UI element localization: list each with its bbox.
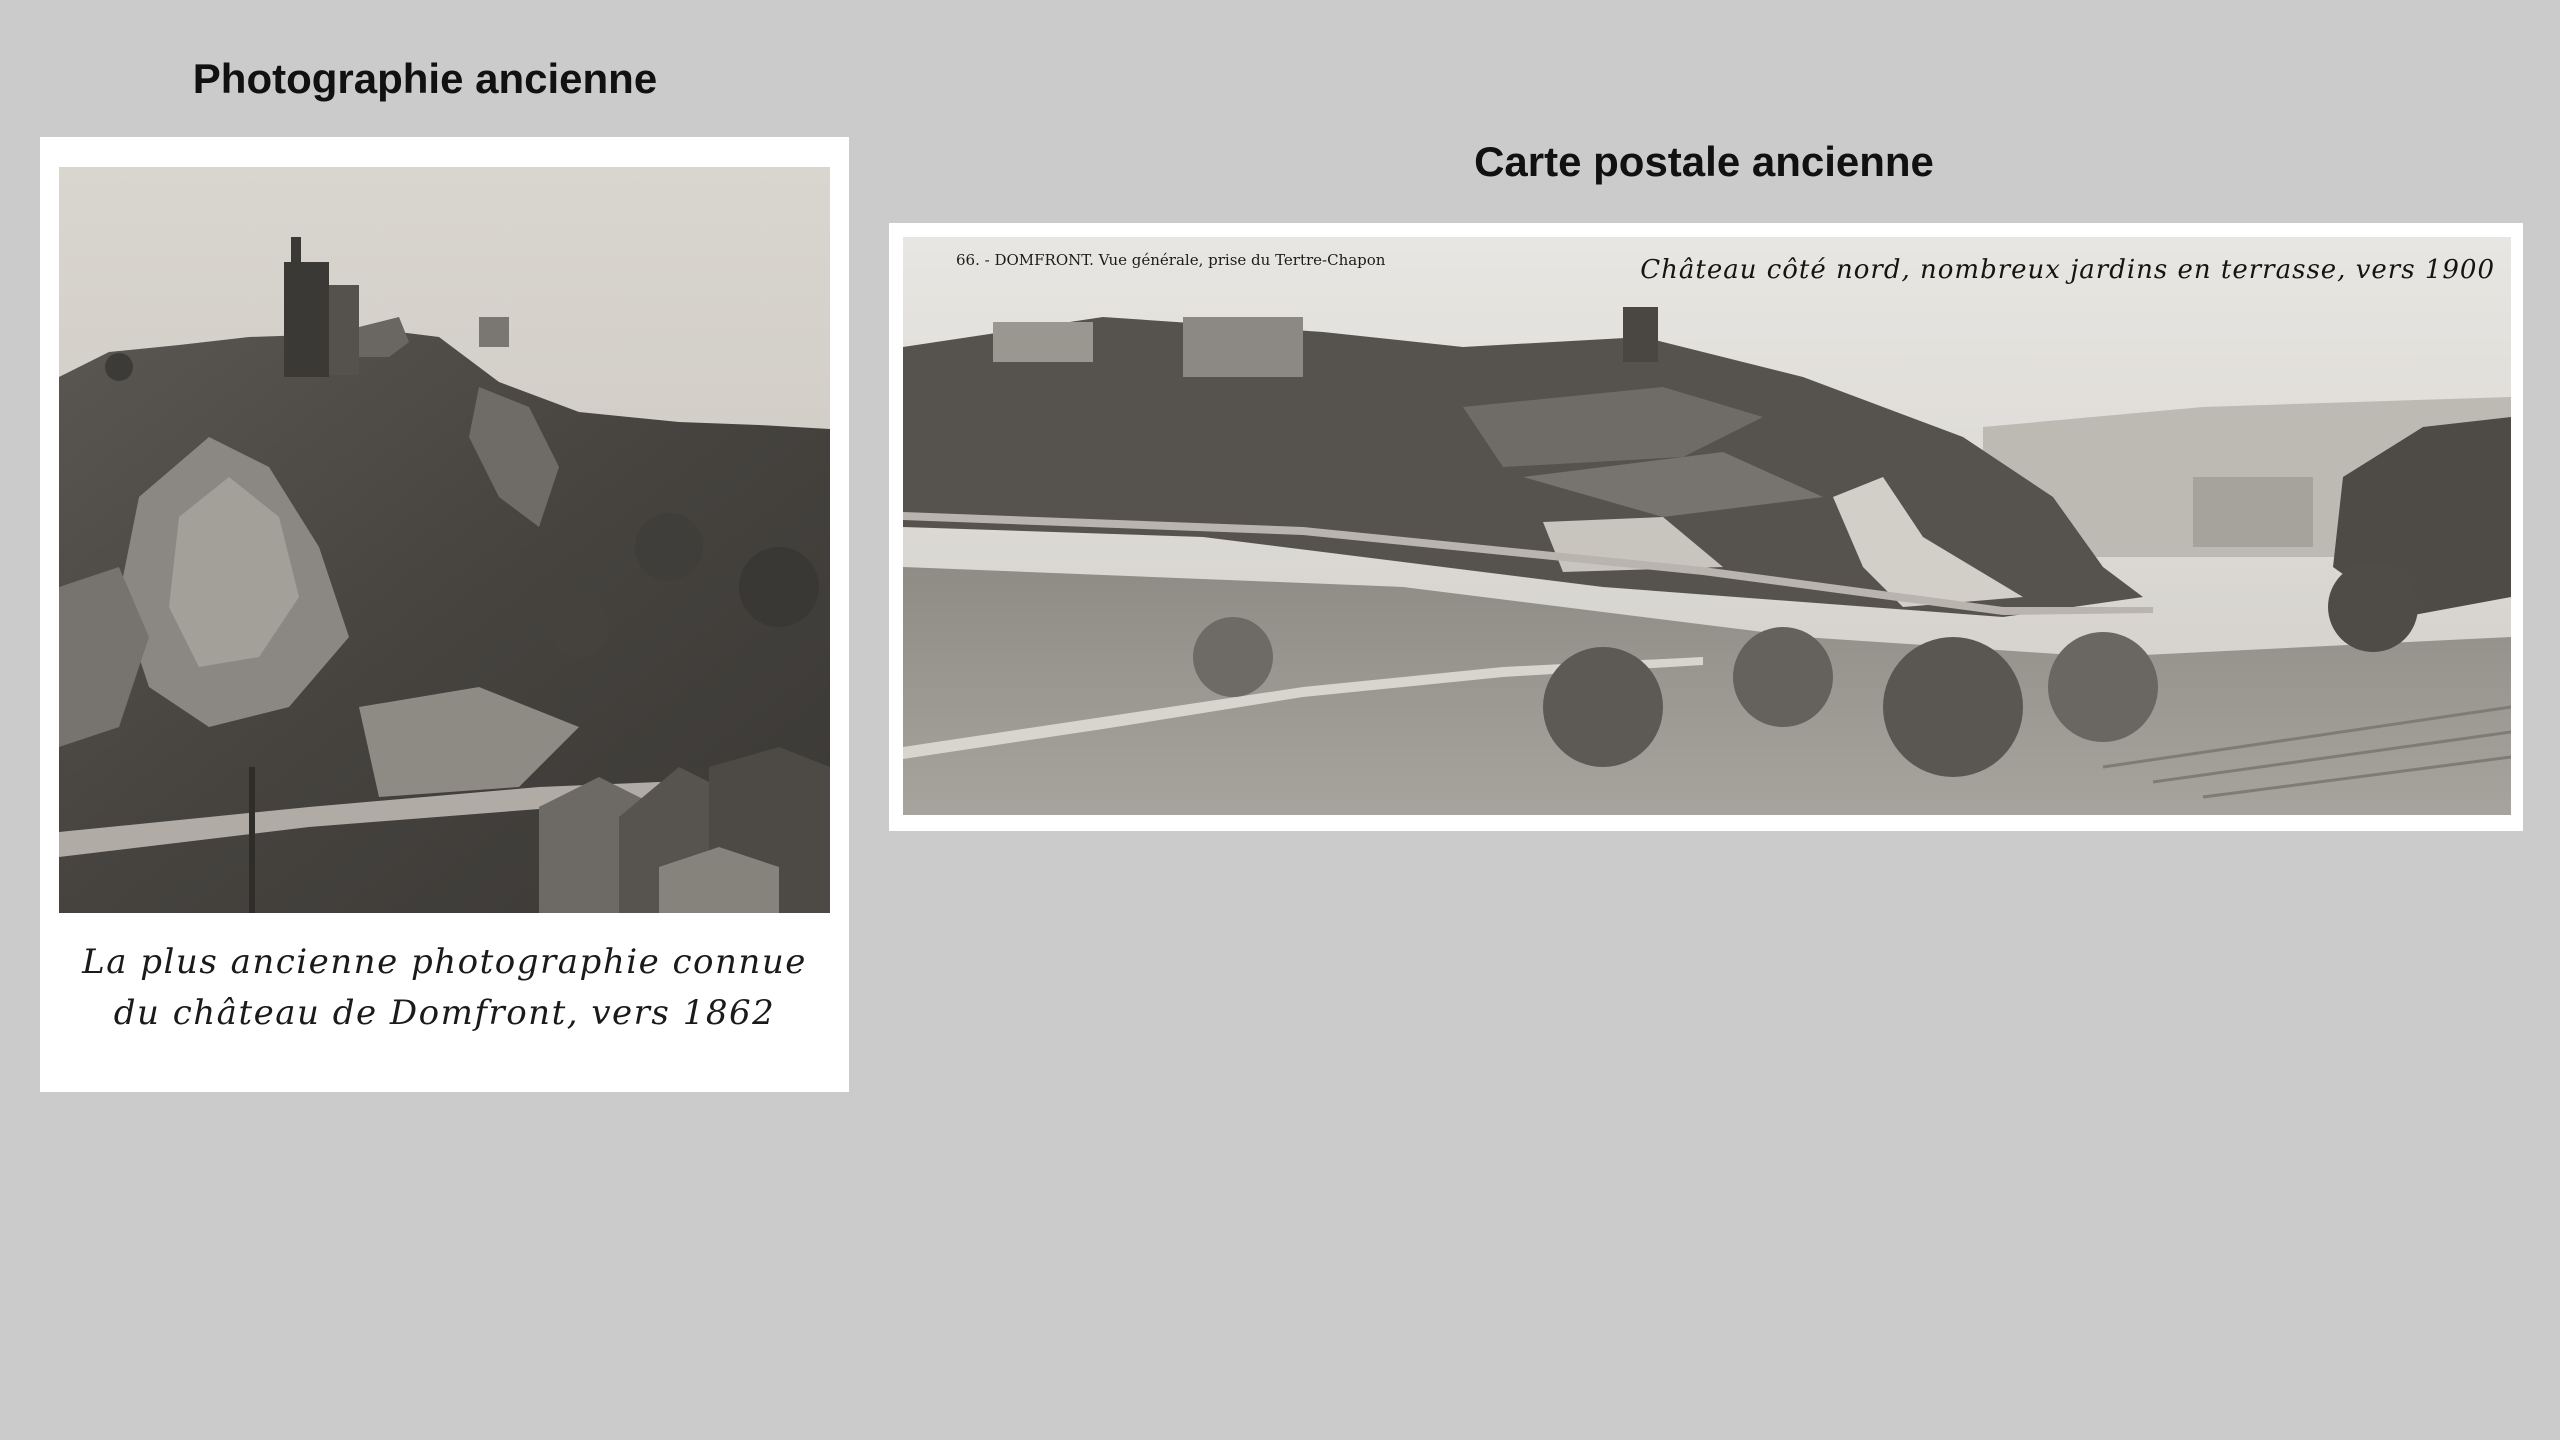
caption-line-2: du château de Domfront, vers 1862 [113,993,776,1033]
old-photograph-image [59,167,830,913]
old-postcard-image [903,237,2511,815]
right-panel-heading: Carte postale ancienne [1474,138,1934,185]
postcard-printed-label: 66. - DOMFRONT. Vue générale, prise du Tertre-Chapon [956,251,1386,269]
caption-line-1: La plus ancienne photographie connue [82,942,807,982]
left-panel-heading: Photographie ancienne [192,55,658,102]
old-photograph-caption [40,937,849,1039]
old-photograph-card [40,137,849,1092]
old-postcard-card [889,223,2523,831]
old-postcard-caption: Château côté nord, nombreux jardins en terrasse, vers 1900 [1640,255,2495,285]
